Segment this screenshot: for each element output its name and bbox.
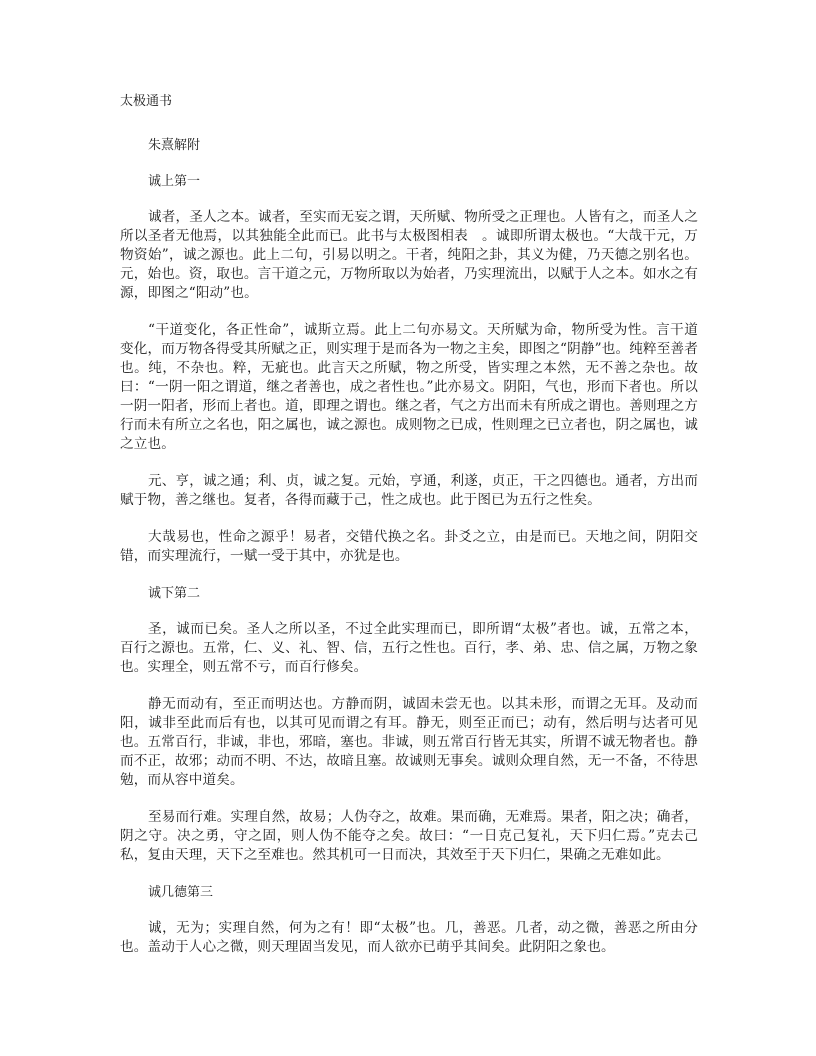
document-page <box>120 92 698 975</box>
paragraph: “干道变化，各正性命”，诚斯立焉。此上二句亦易文。天所赋为命，物所受为性。言干道变化，而万物各得受其所赋之正，则实理于是而各为一物之主矣，即图之“阴静”也。纯粹至善者也。纯，不杂也。粹，无疵也。此言天之所赋，物之所受，皆实理之本然，无不善之杂也。故曰：“一阴一阳之谓道，继之者善也，成之者性也。”此亦易文。阴阳，气也，形而下者也。所以一阴一阳者，形而上者也。道，即理之谓也。继之者，气之方出而未有所成之谓也。善则理之方行而未有所立之名也，阳之属也，诚之源也。成则物之已成，性则理之已立者也，阴之属也，诚之立也。 <box>120 322 698 452</box>
paragraph: 诚，无为；实理自然，何为之有！即“太极”也。几，善恶。几者，动之微，善恶之所由分也。盖动于人心之微，则天理固当发见，而人欲亦已萌乎其间矣。此阴阳之象也。 <box>120 920 698 955</box>
document-title: 太极通书 <box>120 94 173 109</box>
section-3 <box>120 883 698 957</box>
paragraph: 元、亨，诚之通；利、贞，诚之复。元始，亨通，利遂，贞正，干之四德也。通者，方出而赋于物，善之继也。复者，各得而藏于己，性之成也。此于图已为五行之性矣。 <box>120 473 698 508</box>
paragraph: 大哉易也，性命之源乎！易者，交错代换之名。卦爻之立，由是而已。天地之间，阴阳交错，而实理流行，一赋一受于其中，亦犹是也。 <box>120 529 698 564</box>
section-heading: 诚上第一 <box>148 174 201 189</box>
paragraph: 圣，诚而已矣。圣人之所以圣，不过全此实理而已，即所谓“太极”者也。诚，五常之本，百行之源也。五常，仁、义、礼、智、信，五行之性也。百行，孝、弟、忠、信之属，万物之象也。实理全，则五常不亏，而百行修矣。 <box>120 621 698 675</box>
paragraph: 静无而动有，至正而明达也。方静而阴，诚固未尝无也。以其未形，而谓之无耳。及动而阳，诚非至此而后有也，以其可见而谓之有耳。静无，则至正而已；动有，然后明与达者可见也。五常百行，非诚，非也，邪暗，塞也。非诚，则五常百行皆无其实，所谓不诚无物者也。静而不正，故邪；动而不明、不达，故暗且塞。故诚则无事矣。诚则众理自然，无一不备，不待思勉，而从容中道矣。 <box>120 696 698 788</box>
paragraph: 至易而行难。实理自然，故易；人伪夺之，故难。果而确，无难焉。果者，阳之决；确者，阴之守。决之勇，守之固，则人伪不能夺之矣。故曰：“一日克己复礼，天下归仁焉。”克去己私，复由天理，天下之至难也。然其机可一日而决，其效至于天下归仁，果确之无难如此。 <box>120 809 698 863</box>
section-heading: 诚下第二 <box>148 586 201 601</box>
section-heading: 诚几德第三 <box>148 885 214 900</box>
section-2 <box>120 584 698 865</box>
author-note: 朱熹解附 <box>148 138 201 153</box>
section-1 <box>120 172 698 566</box>
paragraph: 诚者，圣人之本。诚者，至实而无妄之谓，天所赋、物所受之正理也。人皆有之，而圣人之所以圣者无他焉，以其独能全此而已。此书与太极图相表 。诚即所谓太极也。“大哉干元，万物资始”，诚之源也。此上二句，引易以明之。干者，纯阳之卦，其义为健，乃天德之别名也。元，始也。资，取也。言干道之元，万物所取以为始者，乃实理流出，以赋于人之本。如水之有源，即图之“阳动”也。 <box>120 209 698 301</box>
